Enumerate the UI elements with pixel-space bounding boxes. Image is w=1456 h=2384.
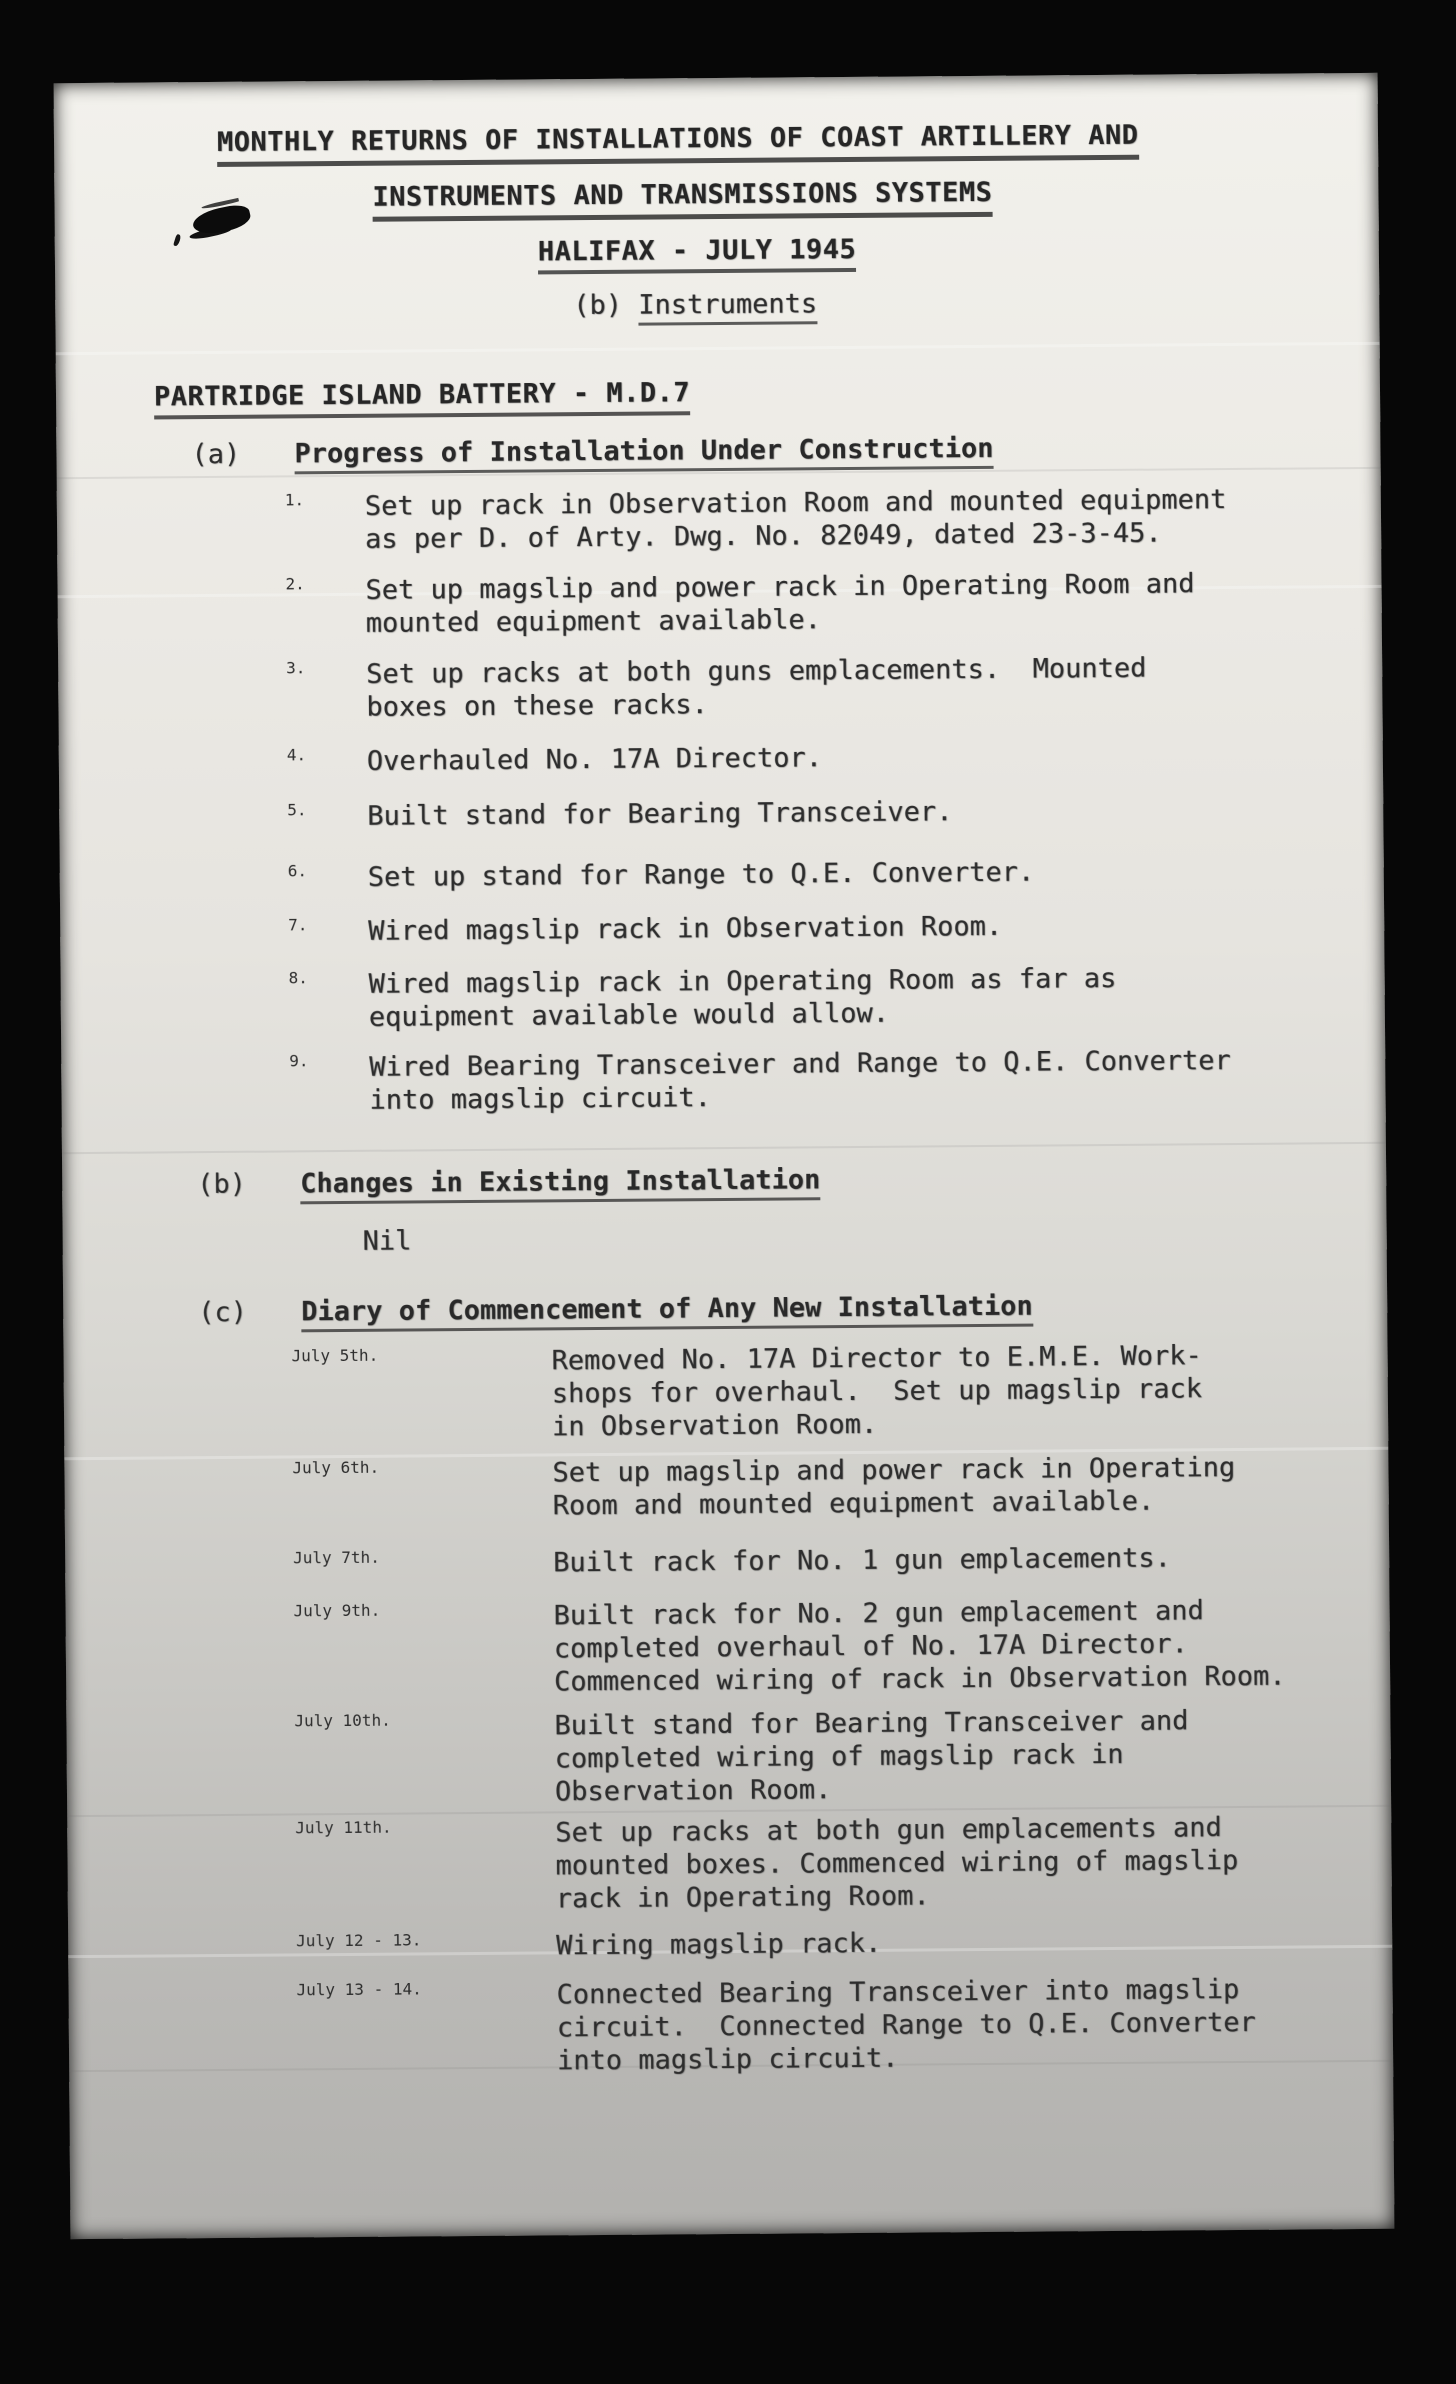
diary-entry-date: July 5th. <box>291 1345 379 1366</box>
section-a-label: (a) <box>191 438 241 471</box>
list-item: Wired magslip rack in Observation Room. <box>368 910 1003 947</box>
list-item-number: 1. <box>284 490 305 510</box>
list-item-number: 2. <box>285 574 305 594</box>
diary-entry: Set up racks at both gun emplacements and mounted boxes. Commenced wiring of magslip rack in Operating Room. <box>555 1812 1239 1915</box>
diary-entry-date: July 9th. <box>293 1600 381 1621</box>
document-page <box>54 73 1395 2239</box>
diary-entry: Set up magslip and power rack in Operating Room and mounted equipment available. <box>552 1451 1236 1522</box>
list-item: Overhauled No. 17A Director. <box>366 742 823 777</box>
list-item-number: 4. <box>286 745 307 765</box>
header-line-1: MONTHLY RETURNS OF INSTALLATIONS OF COAST ARTILLERY AND <box>217 119 1139 159</box>
list-item-number: 6. <box>287 861 308 881</box>
diary-entry: Built stand for Bearing Transceiver and completed wiring of magslip rack in Observation Room. <box>554 1705 1189 1808</box>
header-line-4-title: Instruments <box>638 288 817 325</box>
list-item: Set up stand for Range to Q.E. Converter. <box>367 856 1035 893</box>
header-line-2: INSTRUMENTS AND TRANSMISSIONS SYSTEMS <box>372 176 992 214</box>
list-item-number: 3. <box>286 658 306 678</box>
list-item-number: 8. <box>288 968 308 988</box>
diary-entry: Built rack for No. 2 gun emplacement and completed overhaul of No. 17A Director. Commenced wiring of rack in Observation Room. <box>553 1595 1286 1698</box>
diary-entry-date: July 13 - 14. <box>296 1979 422 2000</box>
list-item-number: 5. <box>287 800 307 820</box>
diary-entry: Removed No. 17A Director to E.M.E. Work- shops for overhaul. Set up magslip rack in Observation Room. <box>551 1340 1203 1443</box>
list-item: Built stand for Bearing Transceiver. <box>367 796 953 832</box>
header-line-4-prefix: (b) <box>573 289 639 322</box>
list-item-number: 9. <box>289 1051 309 1071</box>
header-line-3: HALIFAX - JULY 1945 <box>538 233 857 268</box>
list-item: Wired magslip rack in Operating Room as far as equipment available would allow. <box>368 962 1117 1033</box>
section-c-label: (c) <box>198 1296 248 1329</box>
section-b-title: Changes in Existing Installation <box>300 1164 820 1199</box>
list-item-number: 7. <box>288 915 308 935</box>
battery-heading: PARTRIDGE ISLAND BATTERY - M.D.7 <box>154 376 690 413</box>
list-item: Wired Bearing Transceiver and Range to Q.E. Converter into magslip circuit. <box>369 1045 1231 1116</box>
list-item: Set up racks at both guns emplacements. Mounted boxes on these racks. <box>366 652 1147 723</box>
diary-entry-date: July 7th. <box>293 1547 380 1568</box>
typewritten-content <box>54 73 1395 2239</box>
section-b-body: Nil <box>362 1225 412 1257</box>
diary-entry: Built rack for No. 1 gun emplacements. <box>553 1542 1172 1579</box>
diary-entry: Connected Bearing Transceiver into magslip circuit. Connected Range to Q.E. Converter into magslip circuit. <box>556 1973 1256 2077</box>
diary-entry-date: July 12 - 13. <box>296 1930 422 1951</box>
list-item: Set up magslip and power rack in Operating Room and mounted equipment available. <box>365 568 1195 639</box>
header-line-4 <box>573 287 817 322</box>
section-c-title: Diary of Commencement of Any New Installation <box>301 1291 1033 1328</box>
section-b-label: (b) <box>197 1168 247 1201</box>
section-a-title: Progress of Installation Under Construction <box>294 433 993 469</box>
diary-entry-date: July 10th. <box>294 1710 391 1731</box>
diary-entry: Wiring magslip rack. <box>556 1927 882 1962</box>
list-item: Set up rack in Observation Room and mounted equipment as per D. of Arty. Dwg. No. 82049, dated 23-3-45. <box>364 484 1227 555</box>
diary-entry-date: July 11th. <box>295 1817 392 1838</box>
diary-entry-date: July 6th. <box>292 1457 380 1478</box>
